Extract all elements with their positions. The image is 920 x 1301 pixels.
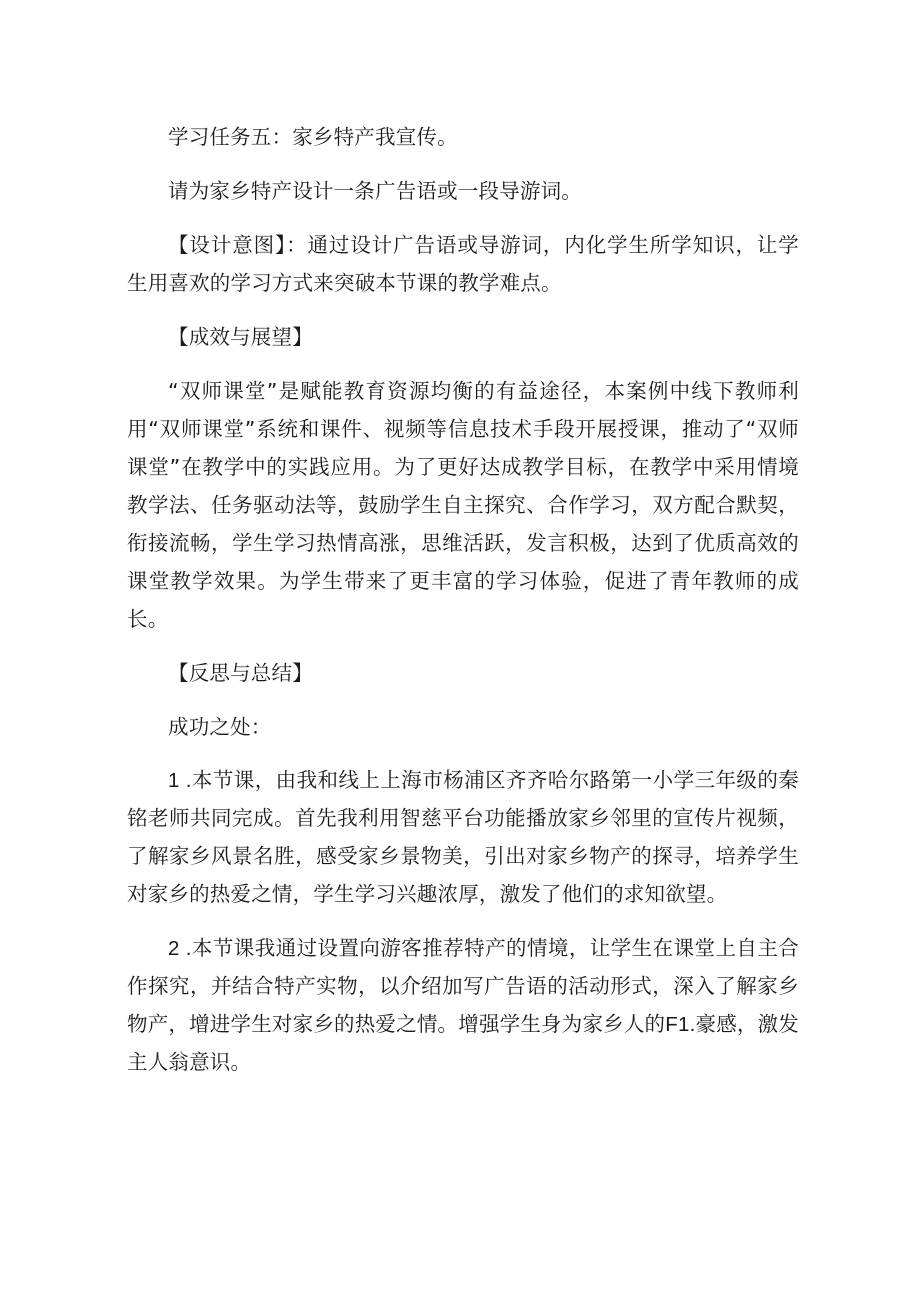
paragraph-results: “双师课堂”是赋能教育资源均衡的有益途径，本案例中线下教师利用“双师课堂”系统和课件、视频等信息技术手段开展授课，推动了“双师课堂”在教学中的实践应用。为了更好达成教学目标，在教学中采用情境教学法、任务驱动法等，鼓励学生自主探究、合作学习，双方配合默契，衔接流畅，学生学习热情高涨，思维活跃，发言积极，达到了优质高效的课堂教学效果。为学生带来了更丰富的学习体验，促进了青年教师的成长。 <box>127 379 799 631</box>
paragraph-task-instruction: 请为家乡特产设计一条广告语或一段导游词。 <box>168 179 582 203</box>
paragraph-point-two: 2 .本节课我通过设置向游客推荐特产的情境，让学生在课堂上自主合作探究，并结合特产实物，以介绍加写广告语的活动形式，深入了解家乡物产，增进学生对家乡的热爱之情。增强学生身为家乡人的F1.豪感，激发主人翁意识。 <box>127 937 799 1074</box>
paragraph-successes-label: 成功之处： <box>168 715 272 739</box>
paragraph-point-one: 1 .本节课，由我和线上上海市杨浦区齐齐哈尔路第一小学三年级的秦铭老师共同完成。首先我利用智慈平台功能播放家乡邻里的宣传片视频，了解家乡风景名胜，感受家乡景物美，引出对家乡物产的探寻，培养学生对家乡的热爱之情，学生学习兴趣浓厚，激发了他们的求知欲望。 <box>127 769 799 906</box>
paragraph-design-intent: 【设计意图】：通过设计广告语或导游词，内化学生所学知识，让学生用喜欢的学习方式来突破本节课的教学难点。 <box>127 233 799 295</box>
paragraph-task-five: 学习任务五：家乡特产我宣传。 <box>168 125 458 149</box>
heading-results-outlook: 【成效与展望】 <box>168 325 313 349</box>
heading-reflection-summary: 【反思与总结】 <box>168 661 313 685</box>
document-body <box>127 118 799 1082</box>
